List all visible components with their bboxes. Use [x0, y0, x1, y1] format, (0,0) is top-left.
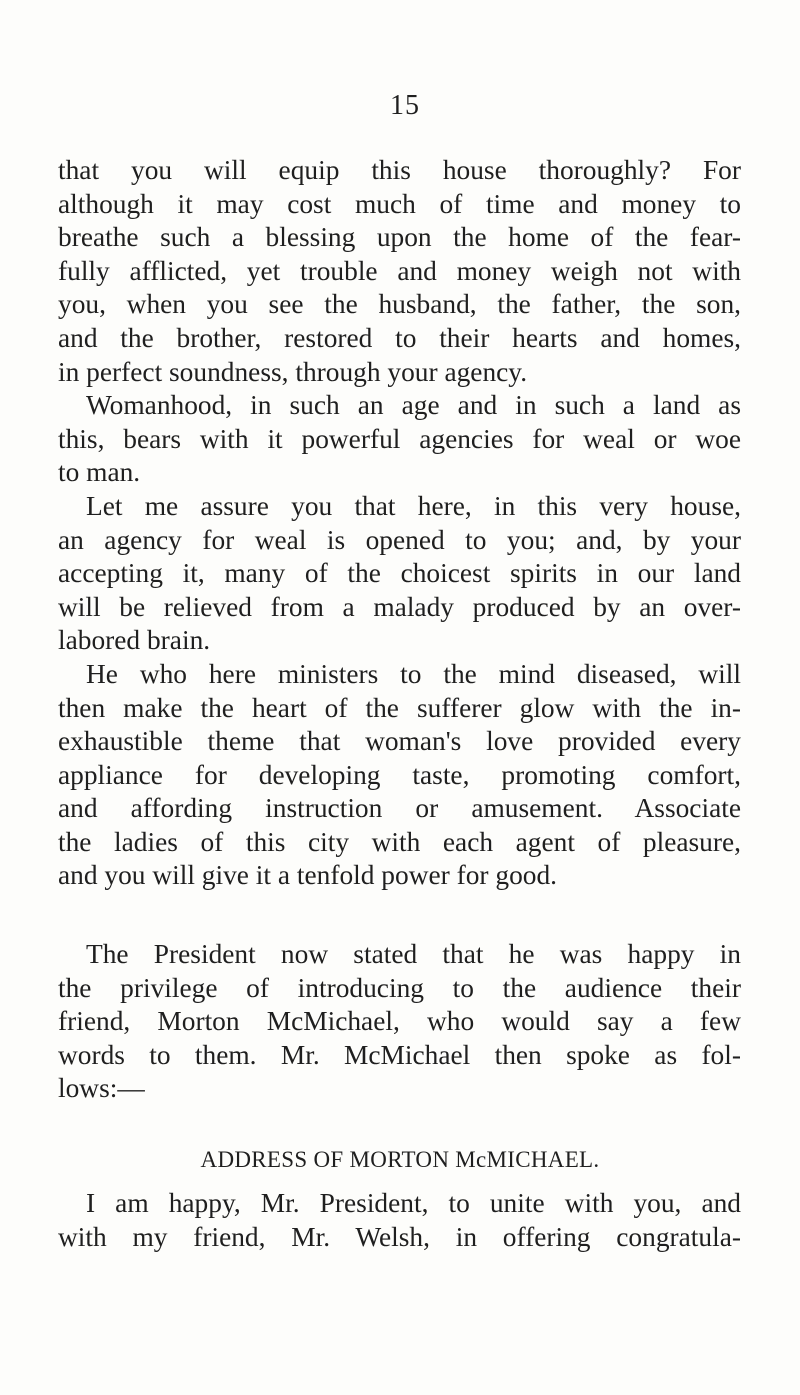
- text-line: appliance for developing taste, promoting comfort,: [58, 759, 741, 790]
- text-line: exhaustible theme that woman's love provided every: [58, 726, 741, 757]
- text-line: fully afflicted, yet trouble and money weigh not with: [58, 255, 741, 286]
- text-line: an agency for weal is opened to you; and, by your: [58, 524, 741, 555]
- text-line: this, bears with it powerful agencies for weal or woe: [58, 423, 741, 454]
- text-line: the ladies of this city with each agent of pleasure,: [58, 826, 741, 857]
- text-line: accepting it, many of the choicest spirits in our land: [58, 558, 741, 589]
- text-line: to man.: [58, 457, 141, 488]
- body-text-block-2: [58, 938, 741, 1106]
- text-line: with my friend, Mr. Welsh, in offering congratula-: [58, 1221, 741, 1252]
- text-line: words to them. Mr. McMichael then spoke as fol-: [58, 1039, 741, 1070]
- text-line: labored brain.: [58, 625, 211, 656]
- section-heading: ADDRESS OF MORTON McMICHAEL.: [200, 1147, 600, 1172]
- text-line: you, when you see the husband, the father, the son,: [58, 289, 741, 320]
- page-number: 15: [390, 90, 420, 121]
- text-line: lows:—: [58, 1073, 145, 1104]
- text-line: and affording instruction or amusement. Associate: [58, 793, 741, 824]
- text-line: that you will equip this house thoroughly? For: [58, 155, 741, 185]
- text-line: friend, Morton McMichael, who would say a few: [58, 1006, 741, 1037]
- text-line: and the brother, restored to their hearts and homes,: [58, 322, 741, 353]
- text-line: although it may cost much of time and money to: [58, 188, 741, 219]
- body-text-block-1: [58, 154, 741, 893]
- text-line: in perfect soundness, through your agency.: [58, 356, 528, 387]
- text-line: I am happy, Mr. President, to unite with you, and: [86, 1188, 741, 1218]
- text-line: then make the heart of the sufferer glow with the in-: [58, 692, 741, 723]
- text-line: The President now stated that he was happy in: [86, 939, 741, 969]
- text-line: He who here ministers to the mind diseased, will: [86, 658, 741, 689]
- text-line: will be relieved from a malady produced by an over-: [58, 591, 741, 622]
- text-line: the privilege of introducing to the audience their: [58, 972, 741, 1003]
- text-line: and you will give it a tenfold power for good.: [58, 860, 558, 891]
- text-line: Womanhood, in such an age and in such a land as: [86, 390, 741, 421]
- text-line: breathe such a blessing upon the home of the fear-: [58, 222, 741, 253]
- text-line: Let me assure you that here, in this very house,: [86, 490, 741, 521]
- body-text-block-3: [58, 1187, 741, 1254]
